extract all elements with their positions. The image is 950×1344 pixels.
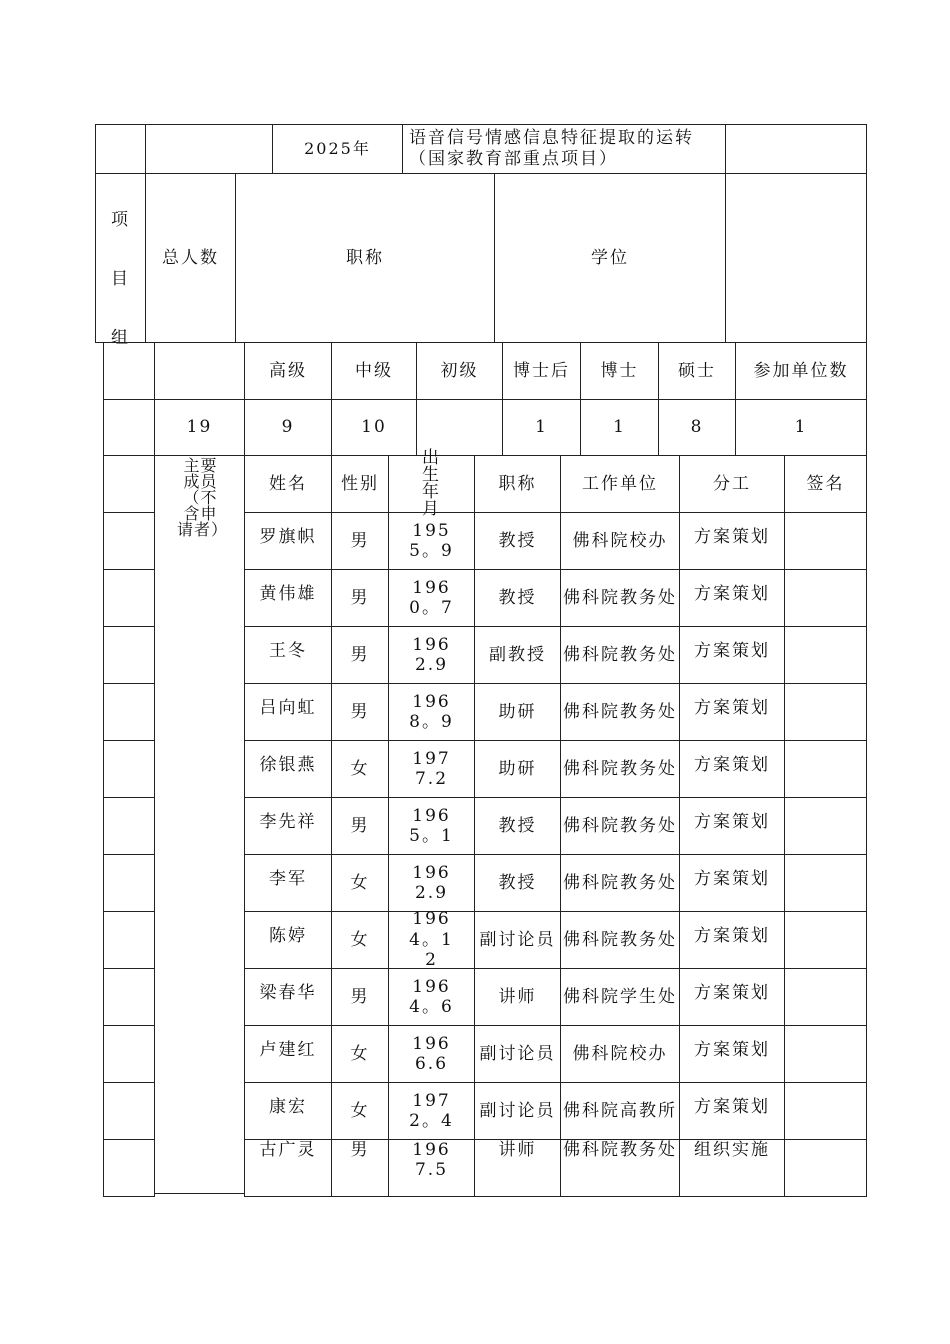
member-role: 方案策划 bbox=[679, 1025, 785, 1083]
member-name: 陈婷 bbox=[244, 911, 332, 969]
member-role: 方案策划 bbox=[679, 911, 785, 969]
blank-cell bbox=[103, 342, 155, 400]
degree-label: 学位 bbox=[494, 173, 726, 343]
member-birth: 1964。6 bbox=[388, 968, 475, 1026]
member-role: 方案策划 bbox=[679, 797, 785, 855]
column-header: 性别 bbox=[331, 455, 389, 513]
member-title: 副讨论员 bbox=[474, 1082, 561, 1140]
member-birth: 1972。4 bbox=[388, 1082, 475, 1140]
year-cell: 2025年 bbox=[272, 124, 403, 174]
blank-cell bbox=[103, 854, 155, 912]
member-title: 副教授 bbox=[474, 626, 561, 684]
member-title: 副讨论员 bbox=[474, 1025, 561, 1083]
stat-value: 10 bbox=[331, 399, 417, 456]
member-title: 副讨论员 bbox=[474, 911, 561, 969]
member-signature bbox=[784, 569, 867, 627]
member-unit: 佛科院校办 bbox=[560, 512, 680, 570]
blank-cell bbox=[103, 968, 155, 1026]
member-birth: 1955。9 bbox=[388, 512, 475, 570]
member-birth: 1965。1 bbox=[388, 797, 475, 855]
member-unit: 佛科院教务处 bbox=[560, 626, 680, 684]
member-signature bbox=[784, 968, 867, 1026]
blank-cell bbox=[103, 569, 155, 627]
member-gender: 女 bbox=[331, 740, 389, 798]
member-gender: 男 bbox=[331, 683, 389, 741]
member-title: 教授 bbox=[474, 854, 561, 912]
member-title: 助研 bbox=[474, 683, 561, 741]
member-role: 组织实施 bbox=[679, 1139, 785, 1197]
member-unit: 佛科院教务处 bbox=[560, 911, 680, 969]
blank-cell bbox=[103, 740, 155, 798]
member-name: 王冬 bbox=[244, 626, 332, 684]
members-section-label: 主要成员（不含申请者） bbox=[154, 455, 245, 1194]
stat-value: 8 bbox=[658, 399, 736, 456]
column-header: 姓名 bbox=[244, 455, 332, 513]
member-signature bbox=[784, 683, 867, 741]
project-title: 语音信号情感信息特征提取的运转（国家教育部重点项目） bbox=[402, 124, 726, 174]
total-label: 总人数 bbox=[145, 173, 236, 343]
member-signature bbox=[784, 911, 867, 969]
blank-cell bbox=[154, 342, 245, 400]
group-label-char: 目 bbox=[111, 268, 130, 289]
member-signature bbox=[784, 797, 867, 855]
member-title: 教授 bbox=[474, 569, 561, 627]
blank-cell bbox=[95, 124, 146, 174]
member-gender: 男 bbox=[331, 569, 389, 627]
member-gender: 男 bbox=[331, 1139, 389, 1197]
member-signature bbox=[784, 740, 867, 798]
member-unit: 佛科院教务处 bbox=[560, 569, 680, 627]
blank-cell bbox=[145, 124, 273, 174]
group-label-char: 组 bbox=[111, 327, 130, 348]
member-name: 卢建红 bbox=[244, 1025, 332, 1083]
column-header: 分工 bbox=[679, 455, 785, 513]
member-signature bbox=[784, 1139, 867, 1197]
member-gender: 女 bbox=[331, 854, 389, 912]
member-birth: 1968。9 bbox=[388, 683, 475, 741]
member-unit: 佛科院校办 bbox=[560, 1025, 680, 1083]
member-gender: 女 bbox=[331, 1082, 389, 1140]
member-unit: 佛科院高教所 bbox=[560, 1082, 680, 1140]
member-gender: 男 bbox=[331, 797, 389, 855]
group-label bbox=[95, 173, 146, 348]
blank-cell bbox=[725, 173, 867, 343]
member-gender: 女 bbox=[331, 911, 389, 969]
group-label-char: 项 bbox=[111, 210, 130, 230]
title-label: 职称 bbox=[235, 173, 495, 343]
blank-cell bbox=[103, 797, 155, 855]
member-unit: 佛科院教务处 bbox=[560, 854, 680, 912]
member-unit: 佛科院教务处 bbox=[560, 1139, 680, 1197]
stat-header: 高级 bbox=[244, 342, 332, 400]
stat-value: 1 bbox=[502, 399, 581, 456]
stat-value: 1 bbox=[735, 399, 867, 456]
stat-header: 博士 bbox=[580, 342, 659, 400]
stat-value: 1 bbox=[580, 399, 659, 456]
stat-value: 9 bbox=[244, 399, 332, 456]
blank-cell bbox=[103, 683, 155, 741]
member-role: 方案策划 bbox=[679, 569, 785, 627]
blank-cell bbox=[103, 399, 155, 456]
member-birth: 1977.2 bbox=[388, 740, 475, 798]
stat-header: 初级 bbox=[416, 342, 503, 400]
member-role: 方案策划 bbox=[679, 512, 785, 570]
blank-cell bbox=[103, 626, 155, 684]
member-signature bbox=[784, 1082, 867, 1140]
blank-cell bbox=[103, 1139, 155, 1197]
stat-header: 中级 bbox=[331, 342, 417, 400]
member-title: 教授 bbox=[474, 512, 561, 570]
column-header: 签名 bbox=[784, 455, 867, 513]
column-header: 工作单位 bbox=[560, 455, 680, 513]
member-role: 方案策划 bbox=[679, 1082, 785, 1140]
total-count: 19 bbox=[154, 399, 245, 456]
member-gender: 男 bbox=[331, 968, 389, 1026]
column-header: 出生年月 bbox=[388, 455, 475, 513]
member-birth: 1967.5 bbox=[388, 1139, 475, 1197]
blank-cell bbox=[103, 911, 155, 969]
blank-cell bbox=[103, 455, 155, 513]
member-name: 梁春华 bbox=[244, 968, 332, 1026]
member-unit: 佛科院教务处 bbox=[560, 797, 680, 855]
stat-header: 博士后 bbox=[502, 342, 581, 400]
blank-cell bbox=[725, 124, 867, 174]
member-title: 教授 bbox=[474, 797, 561, 855]
member-name: 李先祥 bbox=[244, 797, 332, 855]
blank-cell bbox=[103, 1025, 155, 1083]
member-signature bbox=[784, 512, 867, 570]
member-name: 吕向虹 bbox=[244, 683, 332, 741]
member-birth: 1966.6 bbox=[388, 1025, 475, 1083]
member-role: 方案策划 bbox=[679, 854, 785, 912]
member-role: 方案策划 bbox=[679, 683, 785, 741]
member-title: 讲师 bbox=[474, 1139, 561, 1197]
stat-header: 参加单位数 bbox=[735, 342, 867, 400]
member-role: 方案策划 bbox=[679, 968, 785, 1026]
member-name: 古广灵 bbox=[244, 1139, 332, 1197]
member-birth: 1964。12 bbox=[388, 911, 475, 969]
member-unit: 佛科院教务处 bbox=[560, 683, 680, 741]
member-signature bbox=[784, 854, 867, 912]
member-birth: 1962.9 bbox=[388, 854, 475, 912]
member-name: 康宏 bbox=[244, 1082, 332, 1140]
member-gender: 男 bbox=[331, 512, 389, 570]
member-unit: 佛科院教务处 bbox=[560, 740, 680, 798]
member-name: 黄伟雄 bbox=[244, 569, 332, 627]
member-unit: 佛科院学生处 bbox=[560, 968, 680, 1026]
member-birth: 1962.9 bbox=[388, 626, 475, 684]
blank-cell bbox=[103, 512, 155, 570]
member-signature bbox=[784, 626, 867, 684]
member-name: 李军 bbox=[244, 854, 332, 912]
member-gender: 女 bbox=[331, 1025, 389, 1083]
blank-cell bbox=[103, 1082, 155, 1140]
member-title: 讲师 bbox=[474, 968, 561, 1026]
member-role: 方案策划 bbox=[679, 626, 785, 684]
stat-header: 硕士 bbox=[658, 342, 736, 400]
member-gender: 男 bbox=[331, 626, 389, 684]
member-title: 助研 bbox=[474, 740, 561, 798]
member-birth: 1960。7 bbox=[388, 569, 475, 627]
member-role: 方案策划 bbox=[679, 740, 785, 798]
member-name: 徐银燕 bbox=[244, 740, 332, 798]
member-signature bbox=[784, 1025, 867, 1083]
member-name: 罗旗帜 bbox=[244, 512, 332, 570]
column-header: 职称 bbox=[474, 455, 561, 513]
